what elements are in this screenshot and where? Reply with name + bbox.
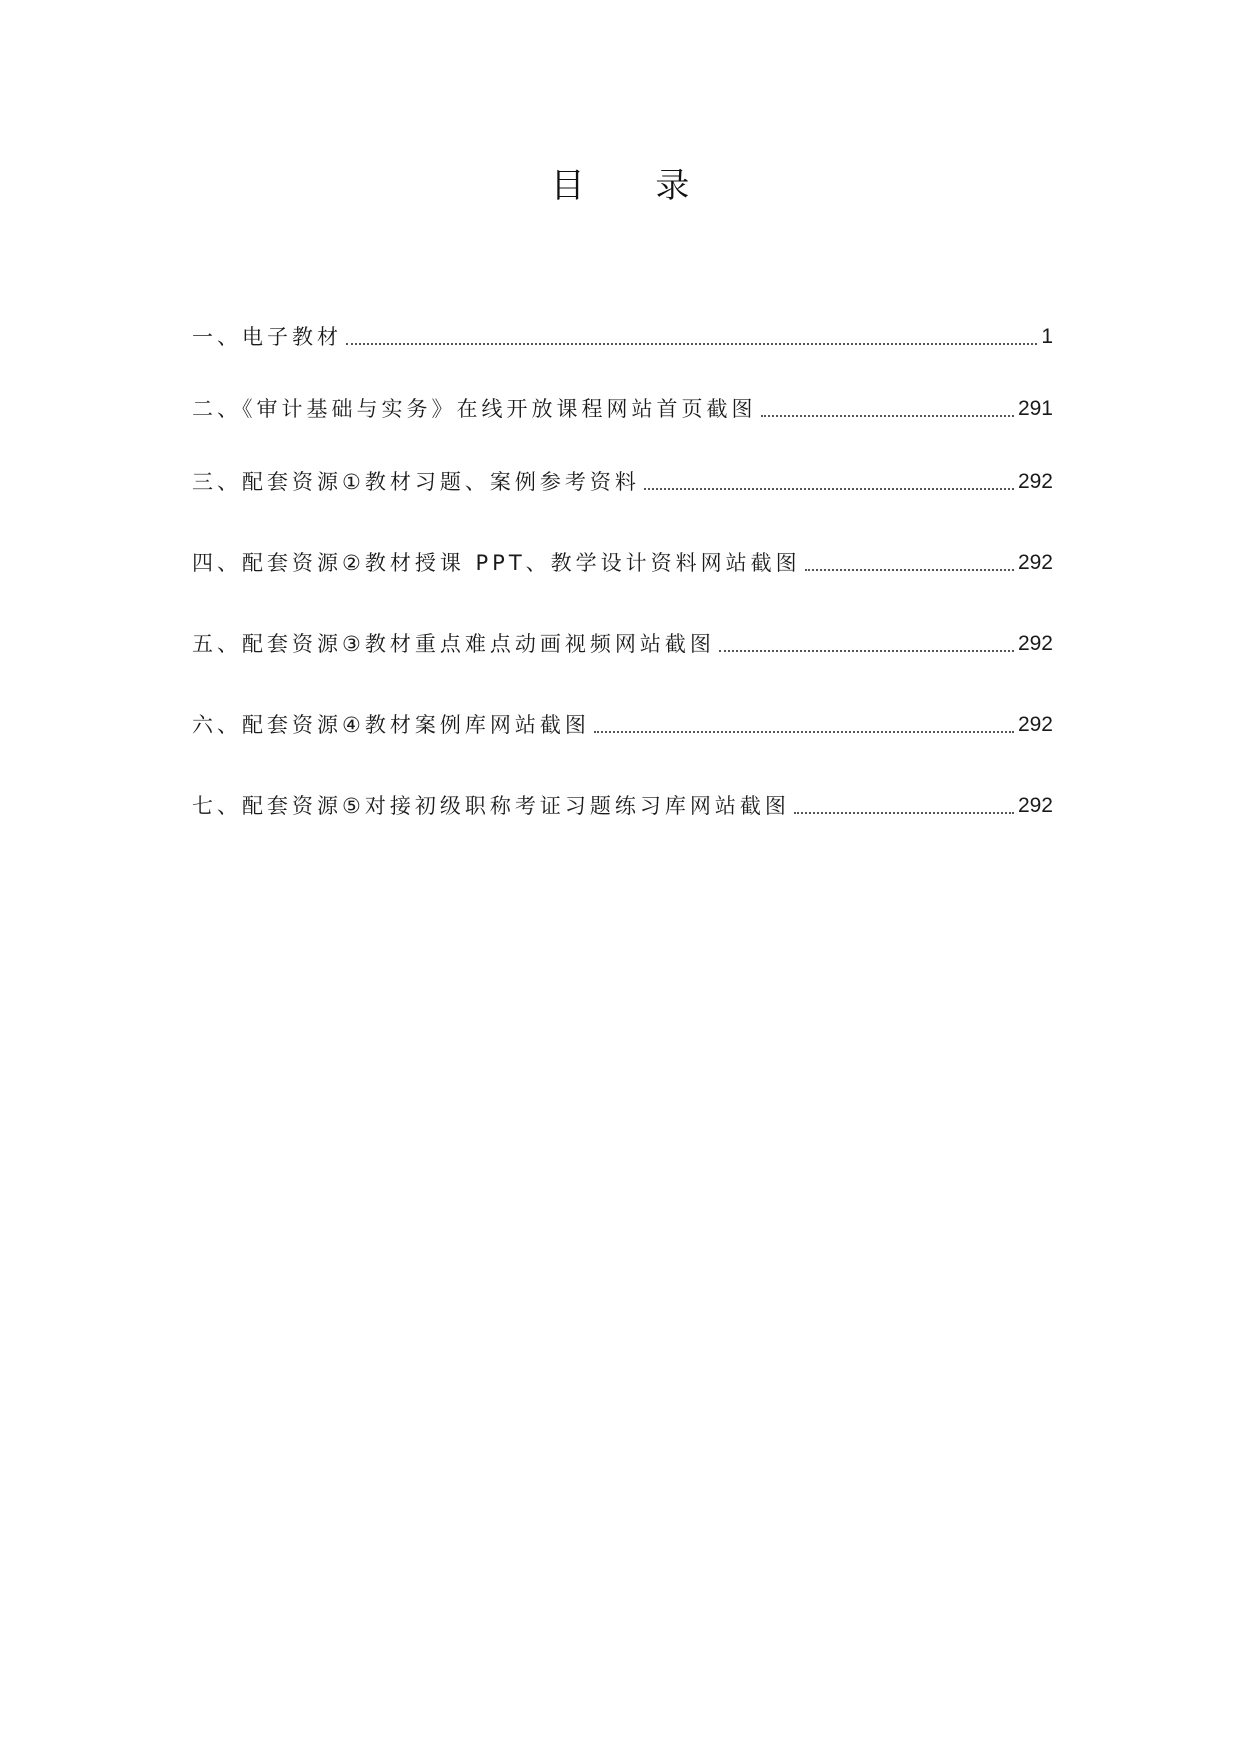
toc-leader-dots — [719, 649, 1014, 652]
toc-entry-label: 二、《审计基础与实务》在线开放课程网站首页截图 — [192, 397, 757, 421]
toc-entry-3[interactable] — [192, 467, 1053, 497]
toc-entry-2[interactable] — [192, 394, 1053, 424]
toc-leader-dots — [805, 568, 1014, 571]
toc-entry-page: 1 — [1041, 325, 1053, 348]
toc-leader-dots — [346, 342, 1037, 345]
toc-leader-dots — [594, 730, 1014, 733]
toc-entry-label: 三、配套资源①教材习题、案例参考资料 — [192, 470, 640, 494]
toc-entry-4[interactable] — [192, 548, 1053, 578]
toc-entry-label: 一、电子教材 — [192, 325, 342, 349]
toc-entry-label: 七、配套资源⑤对接初级职称考证习题练习库网站截图 — [192, 794, 790, 818]
toc-entry-7[interactable] — [192, 791, 1053, 821]
toc-entry-label: 五、配套资源③教材重点难点动画视频网站截图 — [192, 632, 715, 656]
toc-entry-page: 292 — [1017, 470, 1053, 493]
toc-entry-page: 291 — [1017, 397, 1053, 420]
toc-entry-label: 六、配套资源④教材案例库网站截图 — [192, 713, 590, 737]
toc-entry-page: 292 — [1017, 551, 1053, 574]
toc-leader-dots — [794, 811, 1014, 814]
toc-leader-dots — [644, 487, 1014, 490]
toc-leader-dots — [761, 414, 1014, 417]
toc-entry-5[interactable] — [192, 629, 1053, 659]
toc-entry-page: 292 — [1017, 794, 1053, 817]
toc-entry-page: 292 — [1017, 632, 1053, 655]
toc-entry-label: 四、配套资源②教材授课 PPT、教学设计资料网站截图 — [192, 551, 801, 575]
toc-entry-page: 292 — [1017, 713, 1053, 736]
page-title: 目 录 — [550, 166, 720, 206]
toc-entry-6[interactable] — [192, 710, 1053, 740]
toc-entry-1[interactable] — [192, 322, 1053, 352]
